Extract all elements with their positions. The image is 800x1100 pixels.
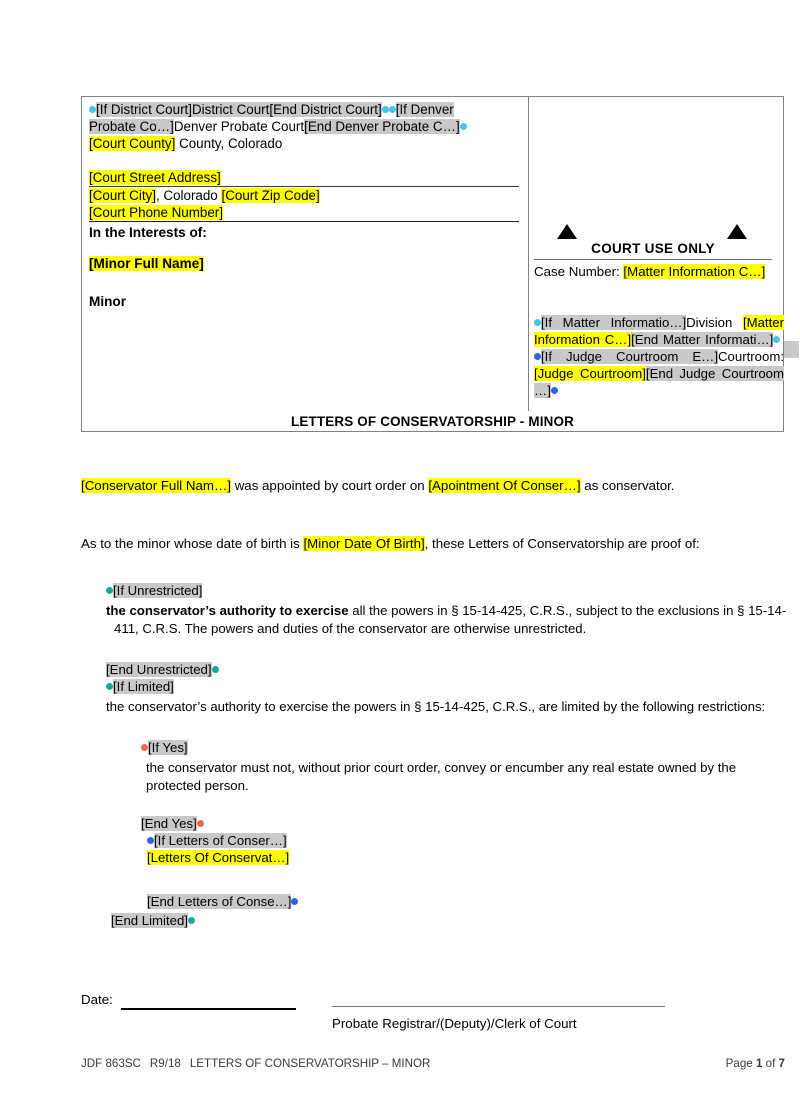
letters-of-conservatorship-line[interactable] [147,849,785,866]
minor-role-label: Minor [89,294,126,309]
court-phone-number-field[interactable]: [Court Phone Number] [89,205,223,220]
court-city-zip-line[interactable] [89,187,521,204]
minor-date-of-birth-field[interactable]: [Minor Date Of Birth] [303,536,425,551]
end-unrestricted-tag: [End Unrestricted] [106,662,212,677]
court-address-block [89,169,521,222]
court-zip-code-field[interactable]: [Court Zip Code] [221,188,320,203]
as-to-minor-paragraph [81,535,785,553]
limited-text: the conservator’s authority to exercise the powers in § 15-14-425, C.R.S., are limited by the following restrictions: [106,699,766,714]
yes-text: the conservator must not, without prior court order, convey or encumber any real estate owned by the protected person. [146,760,737,793]
bullet-blue-icon [551,387,558,394]
court-name-field[interactable] [89,101,521,118]
bullet-cyan-icon [534,319,541,326]
bullet-cyan-icon [389,106,396,113]
date-input-line[interactable] [121,1008,296,1010]
bullet-cyan-icon [773,336,780,343]
page-edge-marker [784,341,799,358]
bullet-blue-icon [147,837,154,844]
footer-page-total: 7 [778,1057,785,1070]
bullet-teal-icon [212,666,219,673]
bullet-teal-icon [106,587,113,594]
court-street-address-line[interactable] [89,169,521,186]
end-matter-information-tag: [End Matter Informati…] [631,332,774,347]
end-denver-probate-tag: [End Denver Probate C…] [304,119,460,134]
end-yes-tag-line[interactable] [141,815,785,832]
conservator-full-name-field[interactable]: [Conservator Full Nam…] [81,478,231,493]
appointed-middle-text: was appointed by court order on [231,478,429,493]
bullet-blue-icon [534,353,541,360]
if-denver-probate-tag: [If Denver [395,102,454,117]
footer-page-prefix: Page [725,1057,756,1070]
case-number-field[interactable]: [Matter Information C…] [623,264,766,279]
letters-of-conservatorship-field[interactable]: [Letters Of Conservat…] [147,850,290,865]
court-county-line[interactable] [89,135,521,152]
if-yes-block [141,739,785,910]
court-use-only-label: COURT USE ONLY [534,241,772,260]
bullet-teal-icon [106,683,113,690]
if-limited-tag-line[interactable] [106,678,785,695]
end-yes-tag: [End Yes] [141,816,197,831]
end-unrestricted-tag-line[interactable] [106,661,785,678]
courtroom-field[interactable]: [Judge Courtroom] [534,366,646,381]
bullet-blue-icon [291,898,298,905]
footer-revision: R9/18 [149,1057,181,1070]
court-county-field[interactable]: [Court County] [89,136,176,151]
if-limited-tag: [If Limited] [113,679,174,694]
footer-page-of: of [762,1057,779,1070]
if-unrestricted-tag-line[interactable] [106,582,785,599]
in-the-interests-of-label: In the Interests of: [89,225,207,240]
if-judge-courtroom-tag: [If Judge Courtroom E…] [541,349,719,364]
appointment-paragraph [81,477,785,495]
caption-table [81,96,784,431]
registrar-label: Probate Registrar/(Deputy)/Clerk of Court [332,1016,577,1031]
court-name-field-line2[interactable] [89,118,521,135]
bullet-cyan-icon [89,106,96,113]
case-number-label: Case Number: [534,264,624,279]
document-title-bar [81,411,784,432]
if-letters-of-conservatorship-tag: [If Letters of Conser…] [154,833,287,848]
court-use-triangles [534,217,782,247]
end-judge-courtroom-tag: [End Judge Courtroom …] [534,366,784,398]
division-field[interactable]: [Matter Information C…] [534,315,784,347]
address-rule-2 [89,221,519,222]
caption-column-divider [528,97,529,432]
denver-probate-open-tag: Probate Co…] [89,119,174,134]
triangle-left-icon [557,224,577,239]
footer-page-indicator [726,1057,785,1070]
county-suffix-label: County, Colorado [175,136,283,151]
footer-form-title: LETTERS OF CONSERVATORSHIP – MINOR [189,1057,431,1070]
if-matter-information-tag: [If Matter Informatio…] [541,315,687,330]
if-letters-tag-line[interactable] [147,832,785,849]
page-footer [81,1057,785,1070]
footer-page-current: 1 [755,1057,763,1070]
unrestricted-text [106,602,794,638]
bullet-red-icon [197,820,204,827]
if-unrestricted-tag: [If Unrestricted] [113,583,203,598]
unrestricted-bold-text: the conservator’s authority to exercise [106,603,349,618]
bullet-cyan-icon [382,106,389,113]
court-phone-line[interactable] [89,204,521,221]
division-courtroom-block[interactable] [534,314,784,399]
document-title: LETTERS OF CONSERVATORSHIP - MINOR [290,413,575,429]
end-letters-of-conservatorship-tag: [End Letters of Conse…] [147,894,292,909]
bullet-cyan-icon [460,123,467,130]
minor-full-name-field[interactable]: [Minor Full Name] [89,256,204,271]
division-label: Division [686,315,743,330]
caption-left-column [89,101,521,309]
if-limited-block [106,678,785,929]
if-district-court-tag: [If District Court]District Court[End District Court] [96,102,382,117]
appointment-date-field[interactable]: [Apointment Of Conser…] [428,478,581,493]
bullet-teal-icon [188,917,195,924]
court-street-address-field[interactable]: [Court Street Address] [89,170,221,185]
appointed-tail-text: as conservator. [580,478,675,493]
footer-left [81,1057,439,1070]
as-to-lead-text: As to the minor whose date of birth is [81,536,304,551]
bullet-red-icon [141,744,148,751]
end-limited-tag-line[interactable] [111,912,785,929]
court-city-field[interactable]: [Court City] [89,188,156,203]
signature-line[interactable] [332,1006,665,1007]
if-yes-tag: [If Yes] [148,740,188,755]
end-letters-tag-line[interactable] [147,893,785,910]
date-label: Date: [81,992,113,1007]
document-body [81,432,785,929]
as-to-tail-text: , these Letters of Conservatorship are proof of: [424,536,700,551]
city-suffix-label: , Colorado [155,188,222,203]
triangle-right-icon [727,224,747,239]
case-number-line[interactable] [534,263,782,281]
end-limited-tag: [End Limited] [111,913,188,928]
caption-right-column [534,101,782,399]
if-yes-tag-line[interactable] [141,739,785,756]
denver-probate-court-text: Denver Probate Court [173,119,305,134]
footer-form-number: JDF 863SC [81,1057,141,1070]
if-unrestricted-block [106,582,785,678]
courtroom-label: Courtroom: [718,349,784,364]
unrestricted-rest-text: all the powers in § 15-14-425, C.R.S., subject to the exclusions in § 15-14-411, C.R.S. The powers and duties of the conservator are otherwise unrestricted. [114,603,787,636]
